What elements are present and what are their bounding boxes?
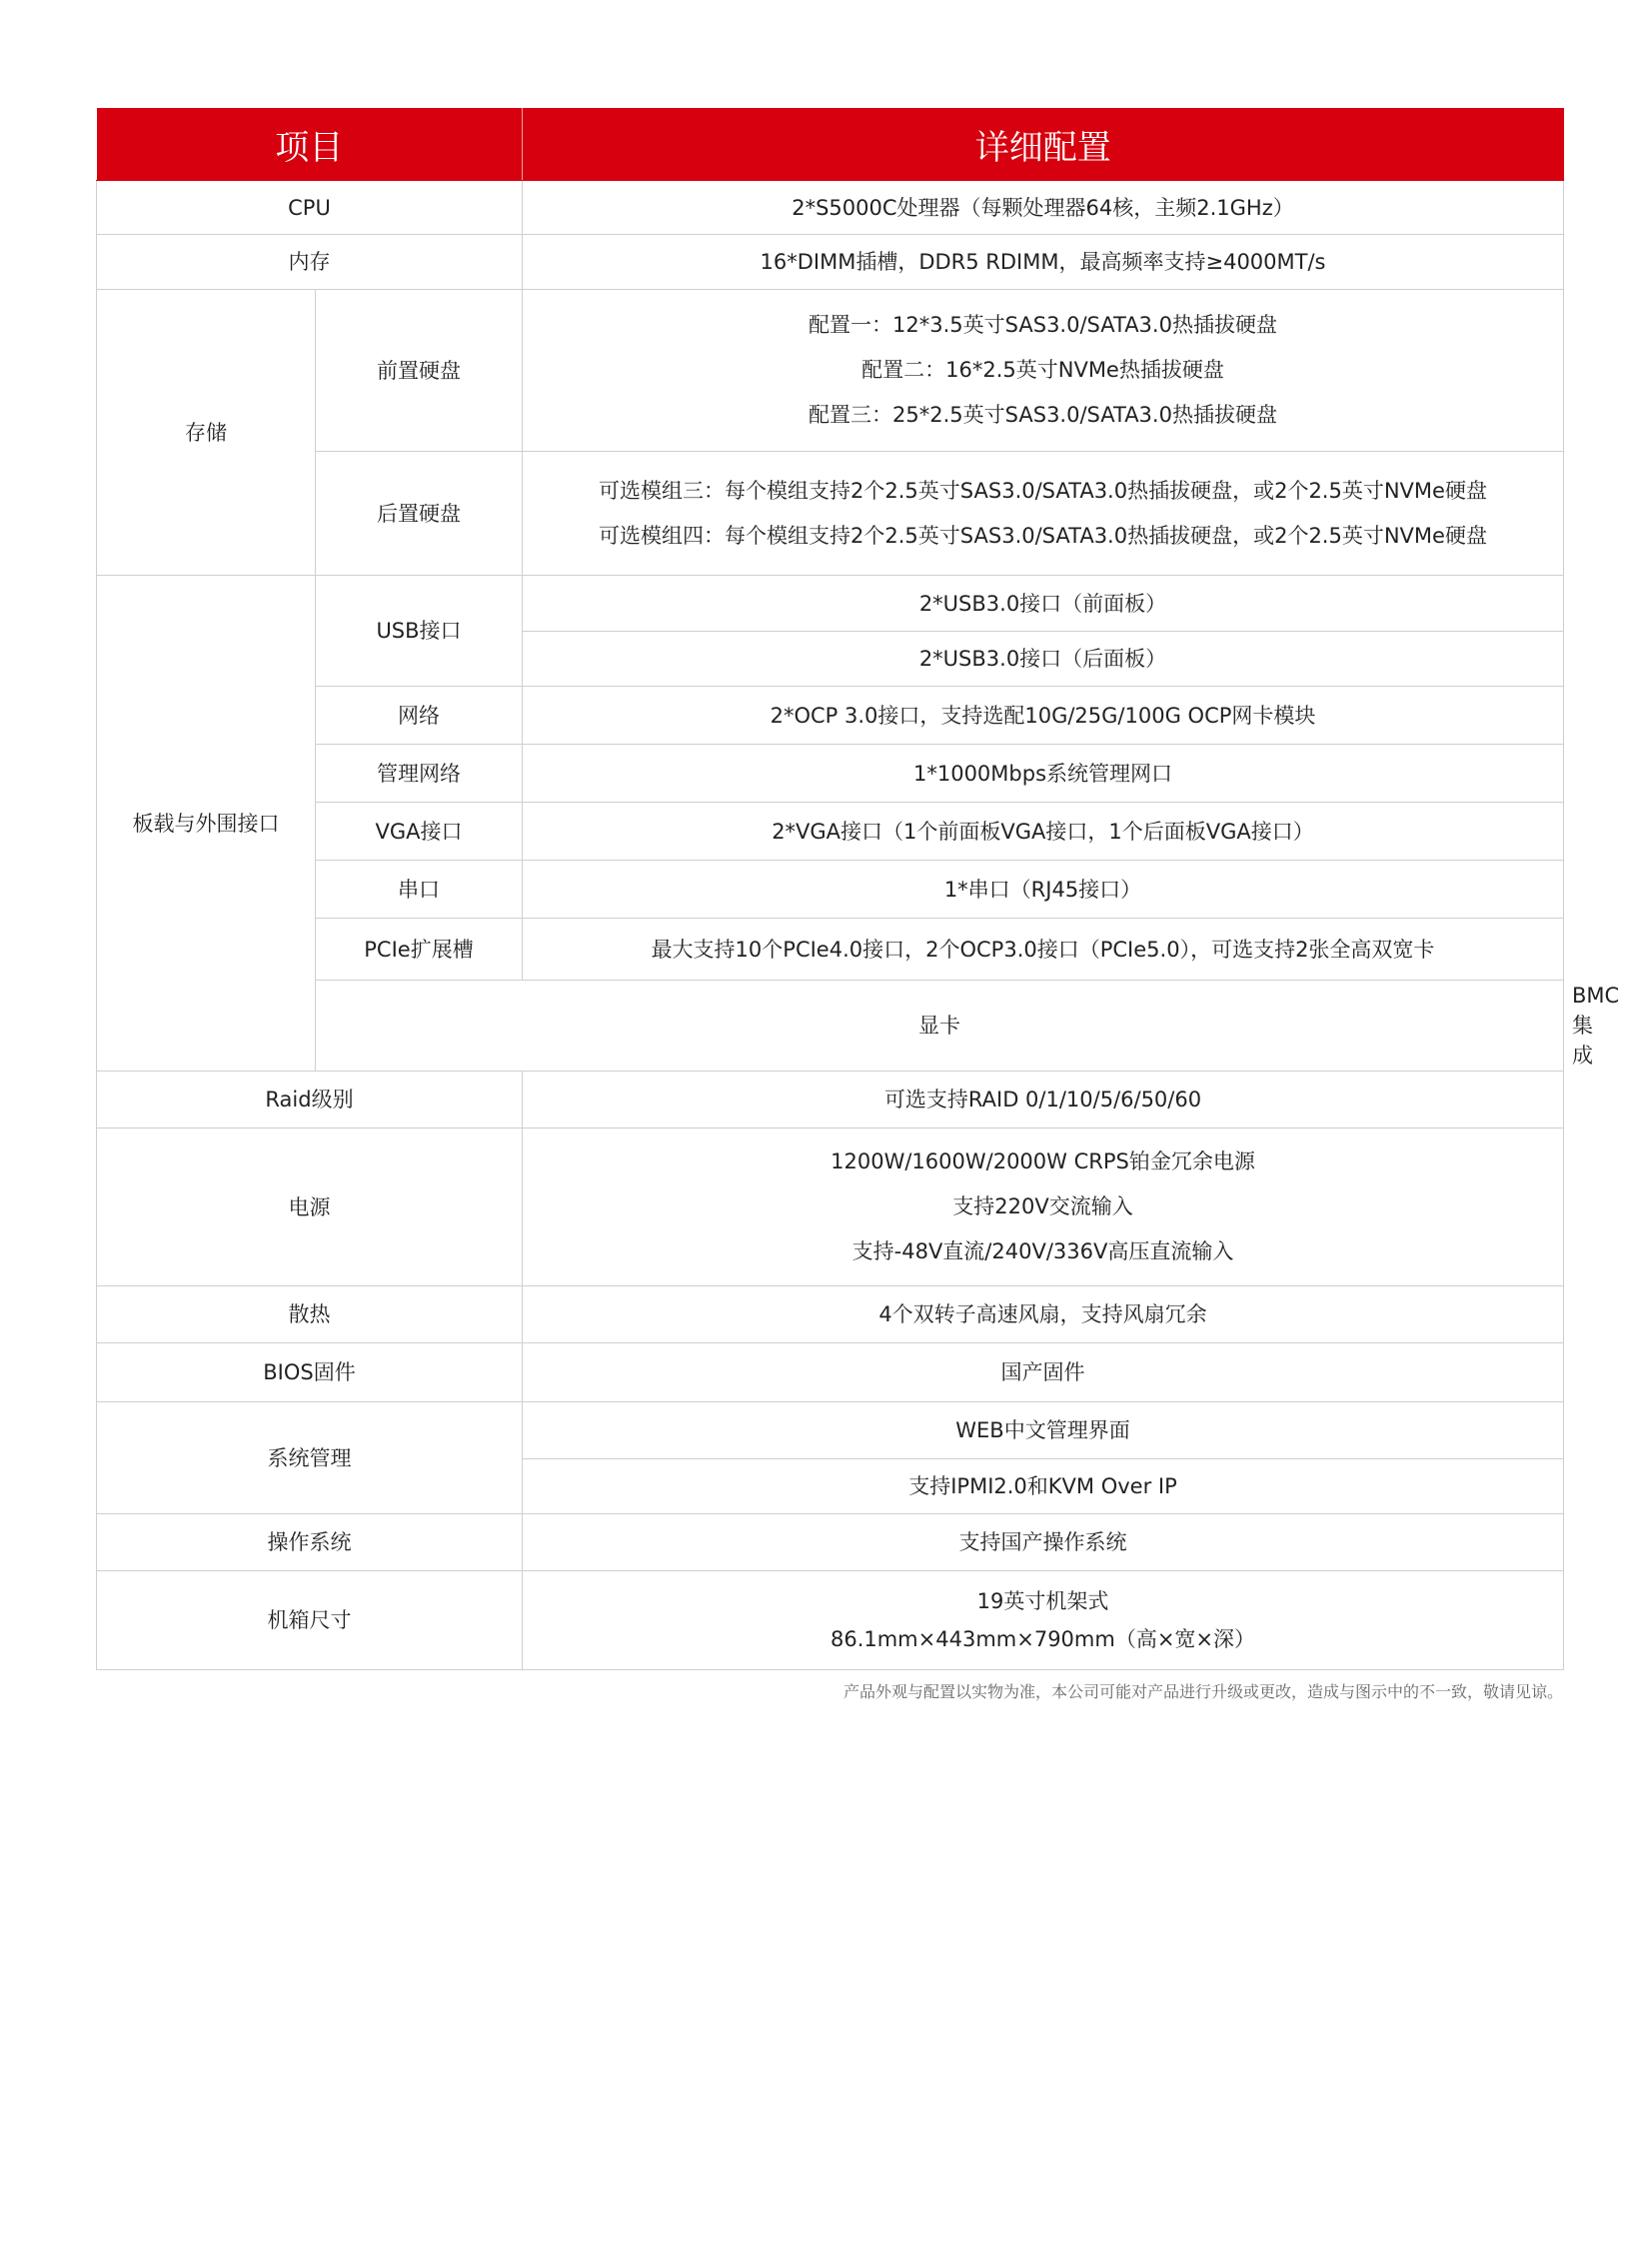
gpu-label: 显卡 bbox=[316, 981, 1564, 1072]
footnote: 产品外观与配置以实物为准，本公司可能对产品进行升级或更改，造成与图示中的不一致，敬请见谅。 bbox=[842, 1682, 1563, 1701]
chassis-rack: 19英寸机架式 bbox=[976, 1589, 1109, 1613]
row-storage-rear bbox=[97, 452, 1564, 576]
chassis-dimensions: 86.1mm×443mm×790mm（高×宽×深） bbox=[829, 1627, 1256, 1651]
row-gpu: 显卡 BMC集成 bbox=[97, 981, 1564, 1072]
storage-label: 存储 bbox=[97, 290, 316, 576]
management-ipmi-value: 支持IPMI2.0和KVM Over IP bbox=[523, 1459, 1564, 1514]
mgmt-network-label: 管理网络 bbox=[316, 745, 523, 803]
cpu-value: 2*S5000C处理器（每颗处理器64核，主频2.1GHz） bbox=[523, 181, 1564, 235]
rear-disk-label: 后置硬盘 bbox=[316, 452, 523, 576]
raid-value: 可选支持RAID 0/1/10/5/6/50/60 bbox=[523, 1072, 1564, 1128]
pcie-label: PCIe扩展槽 bbox=[316, 919, 523, 981]
row-bios bbox=[97, 1343, 1564, 1402]
row-os bbox=[97, 1514, 1564, 1571]
rear-disk-module-3: 可选模组三：每个模组支持2个2.5英寸SAS3.0/SATA3.0热插拔硬盘，或2个2.5英寸NVMe硬盘 bbox=[599, 478, 1487, 503]
header-row bbox=[97, 108, 1564, 181]
vga-label: VGA接口 bbox=[316, 803, 523, 861]
spec-table bbox=[96, 108, 1620, 1670]
row-usb-front bbox=[97, 576, 1564, 632]
front-disk-config-3: 配置三：25*2.5英寸SAS3.0/SATA3.0热插拔硬盘 bbox=[809, 403, 1277, 427]
vga-value: 2*VGA接口（1个前面板VGA接口，1个后面板VGA接口） bbox=[523, 803, 1564, 861]
power-ac-input: 支持220V交流输入 bbox=[952, 1194, 1133, 1218]
os-value: 支持国产操作系统 bbox=[523, 1514, 1564, 1571]
row-cooling bbox=[97, 1286, 1564, 1343]
raid-label: Raid级别 bbox=[97, 1072, 523, 1128]
serial-label: 串口 bbox=[316, 861, 523, 919]
serial-value: 1*串口（RJ45接口） bbox=[523, 861, 1564, 919]
row-storage-front bbox=[97, 290, 1564, 452]
row-serial bbox=[97, 861, 1564, 919]
usb-label: USB接口 bbox=[316, 576, 523, 687]
row-pcie bbox=[97, 919, 1564, 981]
bios-label: BIOS固件 bbox=[97, 1343, 523, 1402]
row-management-web bbox=[97, 1402, 1564, 1459]
rear-disk-value bbox=[523, 452, 1564, 576]
row-memory bbox=[97, 235, 1564, 290]
power-dc-input: 支持-48V直流/240V/336V高压直流输入 bbox=[851, 1239, 1234, 1263]
memory-label: 内存 bbox=[97, 235, 523, 290]
memory-value: 16*DIMM插槽，DDR5 RDIMM，最高频率支持≥4000MT/s bbox=[523, 235, 1564, 290]
network-value: 2*OCP 3.0接口，支持选配10G/25G/100G OCP网卡模块 bbox=[523, 687, 1564, 745]
chassis-value bbox=[523, 1571, 1564, 1670]
row-cpu bbox=[97, 181, 1564, 235]
front-disk-value bbox=[523, 290, 1564, 452]
row-mgmt-network bbox=[97, 745, 1564, 803]
os-label: 操作系统 bbox=[97, 1514, 523, 1571]
chassis-label: 机箱尺寸 bbox=[97, 1571, 523, 1670]
mgmt-network-value: 1*1000Mbps系统管理网口 bbox=[523, 745, 1564, 803]
io-label: 板载与外围接口 bbox=[97, 576, 316, 1072]
bios-value: 国产固件 bbox=[523, 1343, 1564, 1402]
front-disk-label: 前置硬盘 bbox=[316, 290, 523, 452]
management-label: 系统管理 bbox=[97, 1402, 523, 1514]
usb-front-value: 2*USB3.0接口（前面板） bbox=[523, 576, 1564, 632]
cooling-label: 散热 bbox=[97, 1286, 523, 1343]
row-network bbox=[97, 687, 1564, 745]
rear-disk-module-4: 可选模组四：每个模组支持2个2.5英寸SAS3.0/SATA3.0热插拔硬盘，或2个2.5英寸NVMe硬盘 bbox=[599, 523, 1487, 548]
power-label: 电源 bbox=[97, 1128, 523, 1286]
power-supply: 1200W/1600W/2000W CRPS铂金冗余电源 bbox=[830, 1149, 1255, 1173]
management-web-value: WEB中文管理界面 bbox=[523, 1402, 1564, 1459]
pcie-value: 最大支持10个PCIe4.0接口，2个OCP3.0接口（PCIe5.0），可选支持2张全高双宽卡 bbox=[523, 919, 1564, 981]
cooling-value: 4个双转子高速风扇，支持风扇冗余 bbox=[523, 1286, 1564, 1343]
usb-rear-value: 2*USB3.0接口（后面板） bbox=[523, 632, 1564, 687]
power-value bbox=[523, 1128, 1564, 1286]
front-disk-config-2: 配置二：16*2.5英寸NVMe热插拔硬盘 bbox=[861, 358, 1224, 382]
row-vga bbox=[97, 803, 1564, 861]
row-chassis bbox=[97, 1571, 1564, 1670]
network-label: 网络 bbox=[316, 687, 523, 745]
header-detail: 详细配置 bbox=[523, 108, 1564, 181]
row-power bbox=[97, 1128, 1564, 1286]
cpu-label: CPU bbox=[97, 181, 523, 235]
header-item: 项目 bbox=[97, 108, 523, 181]
front-disk-config-1: 配置一：12*3.5英寸SAS3.0/SATA3.0热插拔硬盘 bbox=[809, 313, 1277, 337]
row-raid bbox=[97, 1072, 1564, 1128]
